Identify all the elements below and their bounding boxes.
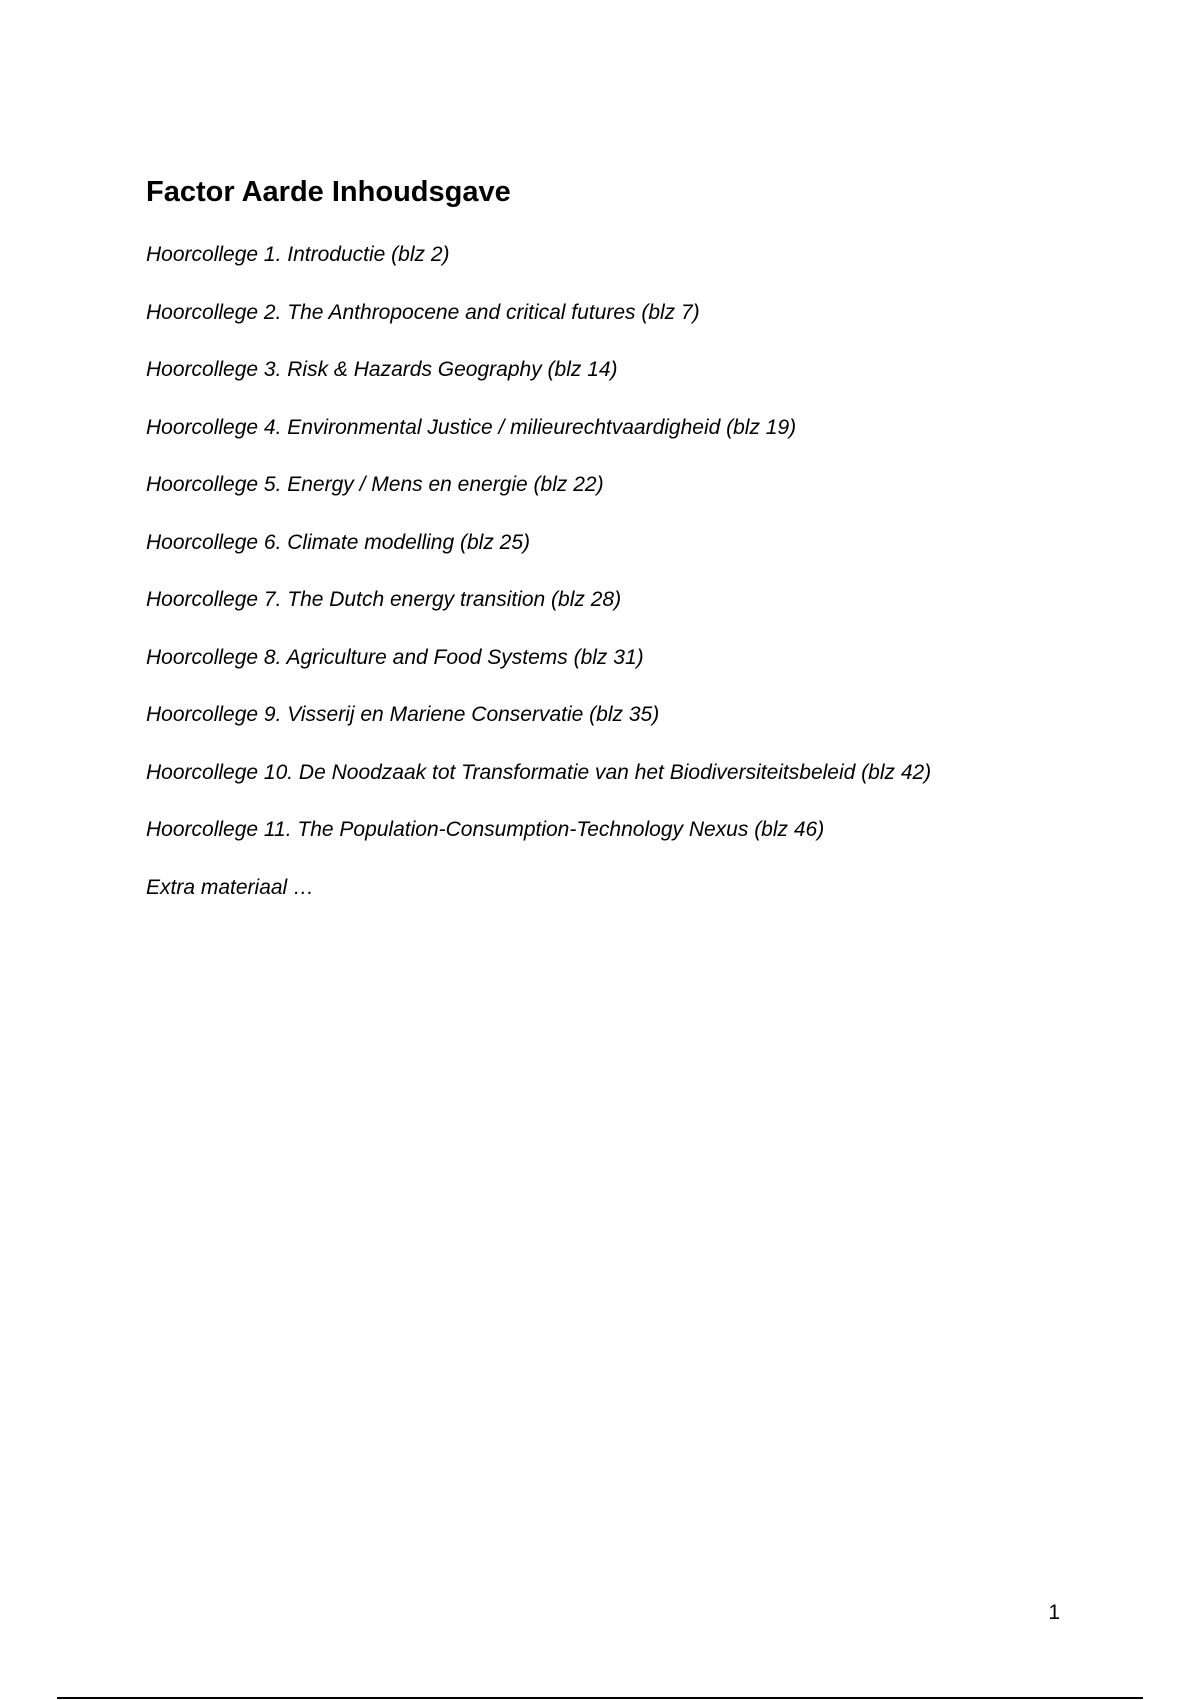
toc-item-extra: Extra materiaal …	[146, 875, 315, 899]
page-bottom-divider	[57, 1697, 1143, 1699]
toc-item-9: Hoorcollege 9. Visserij en Mariene Conservatie (blz 35)	[146, 703, 660, 726]
document-title: Factor Aarde Inhoudsgave	[146, 176, 511, 208]
toc-item-11: Hoorcollege 11. The Population-Consumption-Technology Nexus (blz 46)	[146, 818, 825, 841]
toc-item-3: Hoorcollege 3. Risk & Hazards Geography (blz 14)	[146, 358, 618, 381]
toc-item-5: Hoorcollege 5. Energy / Mens en energie (blz 22)	[146, 473, 604, 496]
toc-item-2: Hoorcollege 2. The Anthropocene and critical futures (blz 7)	[146, 300, 700, 324]
toc-item-10: Hoorcollege 10. De Noodzaak tot Transformatie van het Biodiversiteitsbeleid (blz 42)	[146, 760, 932, 784]
toc-item-8: Hoorcollege 8. Agriculture and Food Systems (blz 31)	[146, 645, 644, 669]
page-number: 1	[1048, 1601, 1060, 1624]
toc-item-4: Hoorcollege 4. Environmental Justice / milieurechtvaardigheid (blz 19)	[146, 415, 797, 439]
toc-item-7: Hoorcollege 7. The Dutch energy transition (blz 28)	[146, 588, 622, 611]
toc-item-6: Hoorcollege 6. Climate modelling (blz 25)	[146, 530, 531, 554]
table-of-contents	[146, 240, 931, 930]
toc-item-1: Hoorcollege 1. Introductie (blz 2)	[146, 243, 450, 266]
